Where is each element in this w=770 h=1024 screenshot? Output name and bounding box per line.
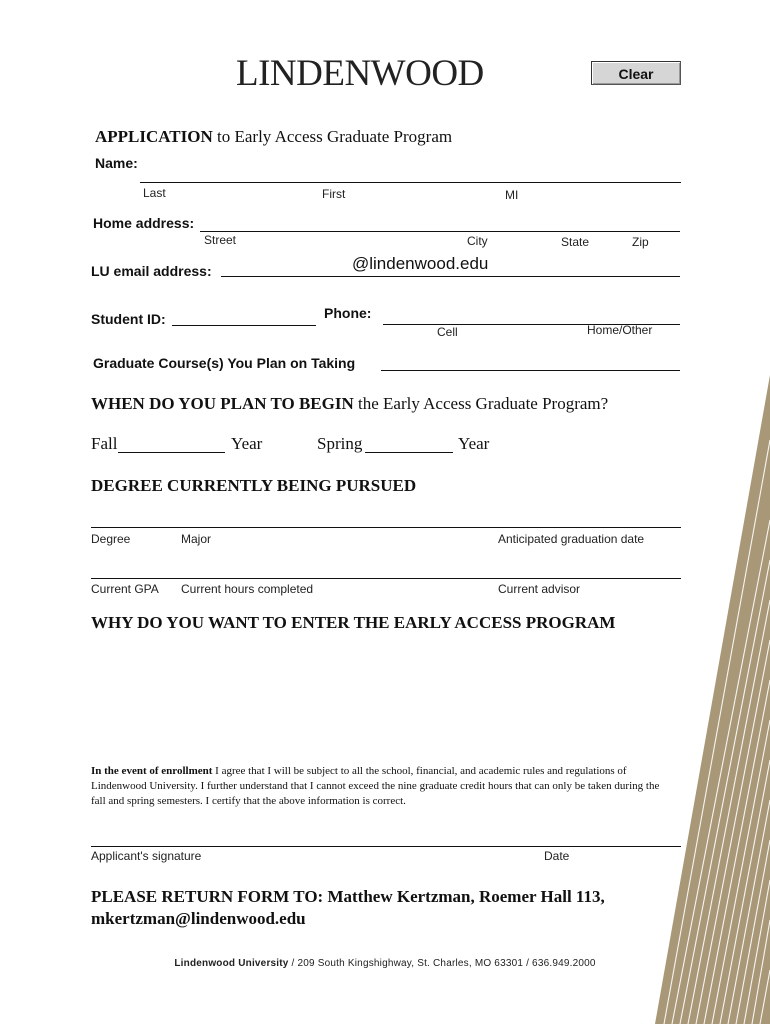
phone-input[interactable]	[383, 308, 680, 324]
fall-underline	[118, 452, 225, 453]
plan-heading-rest: the Early Access Graduate Program?	[353, 394, 609, 413]
why-heading: WHY DO YOU WANT TO ENTER THE EARLY ACCESS PROGRAM	[91, 613, 616, 632]
degree-underline	[91, 527, 681, 528]
email-domain: @lindenwood.edu	[352, 254, 489, 273]
name-underline	[140, 182, 681, 183]
return-email: mkertzman@lindenwood.edu	[91, 909, 306, 928]
date-caption: Date	[544, 849, 570, 863]
degree-heading: DEGREE CURRENTLY BEING PURSUED	[91, 476, 417, 495]
home-address-label: Home address:	[93, 215, 195, 231]
clear-button[interactable]: Clear	[591, 61, 681, 85]
student-id-label: Student ID:	[91, 311, 166, 327]
lindenwood-logo: LINDENWOOD	[236, 53, 484, 94]
first-name-caption: First	[322, 187, 346, 201]
spring-year-label: Year	[458, 434, 490, 453]
spring-underline	[365, 452, 453, 453]
email-underline	[221, 276, 680, 277]
lu-email-input[interactable]	[221, 258, 349, 274]
graduate-courses-label: Graduate Course(s) You Plan on Taking	[93, 355, 356, 371]
fall-year-input[interactable]	[118, 436, 225, 452]
cell-caption: Cell	[437, 325, 458, 339]
phone-label: Phone:	[324, 305, 372, 321]
gpa-underline	[91, 578, 681, 579]
name-label: Name:	[95, 155, 138, 171]
degree-info-input[interactable]	[91, 511, 681, 527]
middle-initial-caption: MI	[505, 188, 519, 202]
agreement-bold: In the event of enrollment	[91, 765, 213, 777]
return-line-1: PLEASE RETURN FORM TO: Matthew Kertzman, Roemer Hall 113,	[91, 887, 605, 906]
current-advisor-caption: Current advisor	[498, 582, 581, 596]
footer-address	[0, 958, 770, 969]
gpa-hours-advisor-input[interactable]	[91, 561, 681, 577]
signature-input[interactable]	[91, 830, 681, 846]
agreement-paragraph	[91, 764, 671, 809]
form-title	[95, 127, 452, 147]
zip-caption: Zip	[632, 235, 649, 249]
why-text-area[interactable]	[91, 640, 681, 750]
plan-heading	[91, 394, 608, 414]
graduate-courses-input[interactable]	[381, 354, 680, 370]
current-hours-caption: Current hours completed	[181, 582, 314, 596]
fall-label: Fall	[91, 434, 118, 453]
lu-email-label: LU email address:	[91, 263, 212, 279]
footer-contact: / 209 South Kingshighway, St. Charles, MO 63301 / 636.949.2000	[288, 958, 596, 969]
spring-year-input[interactable]	[365, 436, 453, 452]
student-id-input[interactable]	[172, 309, 316, 325]
street-caption: Street	[204, 233, 237, 247]
city-caption: City	[467, 234, 488, 248]
student-id-underline	[172, 325, 316, 326]
major-caption: Major	[181, 532, 212, 546]
form-title-bold: APPLICATION	[95, 127, 213, 146]
home-address-underline	[200, 231, 680, 232]
degree-caption: Degree	[91, 532, 131, 546]
anticipated-graduation-caption: Anticipated graduation date	[498, 532, 645, 546]
spring-label: Spring	[317, 434, 363, 453]
last-name-caption: Last	[143, 186, 166, 200]
state-caption: State	[561, 235, 590, 249]
graduate-courses-underline	[381, 370, 680, 371]
signature-underline	[91, 846, 681, 847]
current-gpa-caption: Current GPA	[91, 582, 159, 596]
return-instructions	[91, 886, 691, 930]
applicant-signature-caption: Applicant's signature	[91, 849, 202, 863]
name-input[interactable]	[140, 166, 680, 182]
home-other-caption: Home/Other	[587, 323, 653, 337]
home-address-input[interactable]	[200, 214, 680, 230]
form-title-rest: to Early Access Graduate Program	[212, 127, 453, 146]
fall-year-label: Year	[231, 434, 263, 453]
footer-org: Lindenwood University	[174, 958, 289, 969]
plan-heading-bold: WHEN DO YOU PLAN TO BEGIN	[91, 394, 354, 413]
agreement-text: I agree that I will be subject to all the school, financial, and academic rules and regulations of Lindenwood University. I further understand that I cannot exceed the nine graduate credit hours that can only be taken during the fall and spring semesters. I certify that the above information is correct.	[91, 765, 660, 807]
